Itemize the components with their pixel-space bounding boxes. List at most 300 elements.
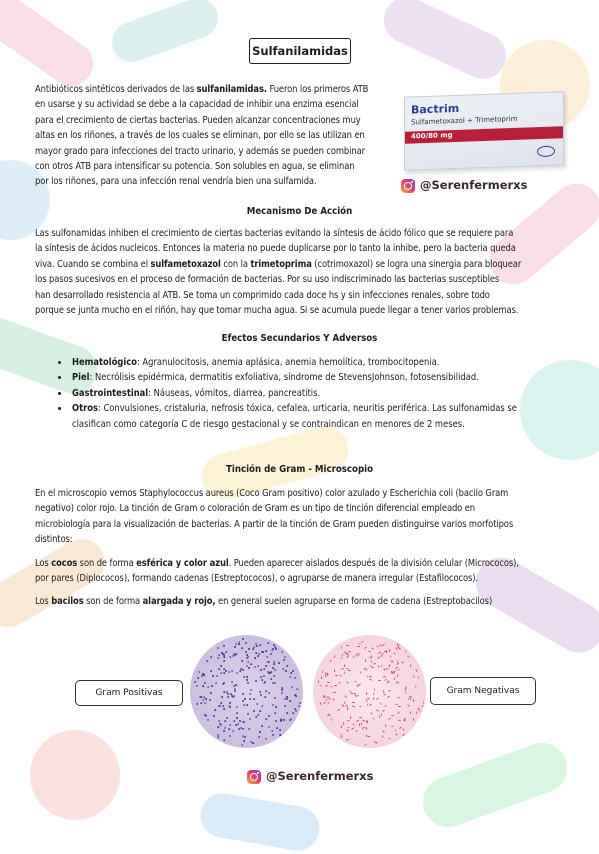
bacillus-dot bbox=[334, 670, 335, 673]
coccus-dot bbox=[196, 685, 199, 688]
intro-text: en usarse y su actividad se debe a la capacidad de inhibir una enzima esencial bbox=[35, 99, 359, 111]
bacillus-dot bbox=[351, 728, 354, 731]
coccus-dot bbox=[246, 712, 249, 715]
bacillus-dot bbox=[371, 667, 374, 669]
coccus-dot bbox=[290, 718, 293, 721]
coccus-dot bbox=[195, 703, 198, 706]
bacillus-dot bbox=[367, 736, 370, 737]
coccus-dot bbox=[290, 686, 293, 689]
coccus-dot bbox=[259, 668, 262, 671]
coccus-dot bbox=[298, 704, 301, 707]
coccus-dot bbox=[271, 649, 274, 652]
bacillus-dot bbox=[378, 680, 381, 682]
bacillus-dot bbox=[321, 670, 323, 673]
bacillus-dot bbox=[375, 698, 378, 700]
bacillus-dot bbox=[388, 664, 389, 667]
bacillus-dot bbox=[416, 711, 418, 714]
coccus-dot bbox=[273, 674, 275, 676]
bacillus-dot bbox=[389, 649, 391, 652]
bacillus-dot bbox=[334, 685, 337, 687]
bacillus-dot bbox=[407, 704, 410, 707]
coccus-dot bbox=[252, 710, 255, 713]
bacillus-dot bbox=[319, 684, 322, 687]
bacillus-dot bbox=[340, 735, 343, 738]
bacillus-dot bbox=[347, 707, 348, 710]
coccus-dot bbox=[268, 726, 270, 728]
coccus-dot bbox=[253, 665, 256, 668]
coccus-dot bbox=[252, 647, 255, 650]
coccus-dot bbox=[261, 725, 263, 727]
coccus-dot bbox=[223, 691, 226, 694]
bacillus-dot bbox=[348, 670, 351, 671]
coccus-dot bbox=[235, 724, 237, 726]
bacillus-dot bbox=[346, 729, 349, 732]
bacillus-dot bbox=[376, 646, 379, 649]
bacillus-dot bbox=[346, 645, 349, 647]
bacillus-dot bbox=[407, 697, 409, 700]
coccus-dot bbox=[222, 671, 225, 674]
coccus-dot bbox=[239, 719, 242, 722]
bacillus-dot bbox=[340, 674, 343, 677]
coccus-dot bbox=[210, 655, 213, 658]
coccus-dot bbox=[216, 675, 219, 678]
bacillus-dot bbox=[359, 717, 362, 719]
bacillus-dot bbox=[359, 706, 362, 707]
bacillus-dot bbox=[364, 743, 367, 745]
coccus-dot bbox=[233, 720, 236, 723]
bacillus-dot bbox=[330, 718, 333, 721]
bacillus-dot bbox=[338, 682, 341, 684]
coccus-dot bbox=[204, 682, 206, 684]
bacillus-dot bbox=[369, 703, 372, 706]
bacillus-dot bbox=[409, 698, 410, 701]
bacillus-dot bbox=[341, 668, 344, 671]
bacillus-dot bbox=[360, 723, 362, 726]
list-item: • Hematológico: Agranulocitosis, anemia aplásica, anemia hemolítica, trombocitopenia. bbox=[70, 355, 570, 370]
bacillus-dot bbox=[373, 688, 375, 691]
coccus-dot bbox=[235, 683, 238, 686]
coccus-dot bbox=[248, 717, 251, 720]
coccus-dot bbox=[245, 650, 248, 653]
coccus-dot bbox=[241, 743, 244, 746]
coccus-dot bbox=[247, 682, 249, 684]
coccus-dot bbox=[216, 657, 219, 660]
coccus-dot bbox=[286, 698, 288, 700]
coccus-dot bbox=[204, 698, 207, 701]
coccus-dot bbox=[218, 719, 221, 722]
coccus-dot bbox=[283, 659, 286, 662]
bacillus-dot bbox=[415, 669, 418, 672]
coccus-dot bbox=[223, 739, 226, 742]
coccus-dot bbox=[273, 668, 276, 671]
coccus-dot bbox=[223, 708, 225, 710]
coccus-dot bbox=[236, 706, 238, 708]
bacillus-dot bbox=[369, 678, 372, 681]
bacillus-dot bbox=[361, 640, 364, 643]
coccus-dot bbox=[200, 702, 203, 705]
coccus-dot bbox=[265, 737, 268, 740]
bacillus-dot bbox=[390, 655, 391, 658]
bacillus-dot bbox=[340, 646, 341, 649]
bacillus-dot bbox=[342, 722, 344, 725]
coccus-dot bbox=[217, 647, 219, 649]
gram-positive-microscope-image bbox=[190, 635, 303, 748]
bacillus-dot bbox=[325, 685, 328, 688]
list-item: • Gastrointestinal: Náuseas, vómitos, diarrea, pancreatitis. bbox=[70, 386, 570, 401]
instagram-handle-top: @Serenfermerxs bbox=[401, 176, 527, 194]
coccus-dot bbox=[231, 696, 234, 699]
coccus-dot bbox=[252, 698, 254, 700]
list-item: • Piel: Necrólisis epidérmica, dermatitis exfoliativa, síndrome de StevensJohnson, fotosensibilidad. bbox=[70, 370, 570, 385]
coccus-dot bbox=[257, 735, 260, 738]
bacillus-dot bbox=[375, 709, 378, 711]
bacillus-dot bbox=[347, 727, 350, 729]
bacillus-dot bbox=[404, 650, 407, 653]
coccus-dot bbox=[246, 703, 249, 706]
bacillus-dot bbox=[371, 660, 372, 663]
coccus-dot bbox=[284, 704, 287, 707]
bacillus-dot bbox=[402, 733, 405, 736]
coccus-dot bbox=[257, 664, 260, 667]
bacillus-dot bbox=[377, 665, 379, 668]
coccus-dot bbox=[231, 680, 234, 683]
coccus-dot bbox=[210, 692, 212, 694]
bacillus-dot bbox=[379, 644, 382, 647]
coccus-dot bbox=[274, 682, 277, 685]
bacillus-dot bbox=[365, 659, 367, 662]
coccus-dot bbox=[244, 697, 247, 700]
coccus-dot bbox=[255, 680, 257, 682]
bacillus-dot bbox=[394, 671, 397, 674]
bacillus-dot bbox=[397, 674, 398, 677]
coccus-dot bbox=[234, 646, 236, 648]
bacillus-dot bbox=[395, 734, 398, 736]
coccus-dot bbox=[275, 706, 277, 708]
coccus-dot bbox=[242, 675, 245, 678]
gram-negative-label: Gram Negativas bbox=[430, 677, 536, 705]
bacillus-dot bbox=[343, 671, 345, 674]
coccus-dot bbox=[247, 661, 249, 663]
bacillus-dot bbox=[382, 643, 385, 646]
bacillus-dot bbox=[369, 712, 372, 715]
coccus-dot bbox=[236, 711, 239, 714]
coccus-dot bbox=[256, 654, 259, 657]
bacillus-dot bbox=[380, 664, 383, 667]
coccus-dot bbox=[263, 675, 266, 678]
coccus-dot bbox=[203, 713, 206, 716]
bacillus-dot bbox=[362, 719, 365, 721]
bacillus-dot bbox=[409, 665, 411, 668]
bacillus-dot bbox=[333, 692, 336, 694]
coccus-dot bbox=[233, 685, 235, 687]
medicine-dose: 400/80 mg bbox=[411, 131, 453, 141]
coccus-dot bbox=[260, 694, 263, 697]
intro-text: con otros ATB para intensificar su potencia. Son solubles en agua, se eliminan bbox=[35, 161, 355, 173]
bacillus-dot bbox=[367, 720, 369, 723]
coccus-dot bbox=[274, 712, 277, 715]
coccus-dot bbox=[281, 651, 284, 654]
coccus-dot bbox=[231, 670, 234, 673]
section-heading-gram: Tinción de Gram - Microscopio bbox=[225, 464, 374, 475]
intro-text: mayor grado para infecciones del tracto urinario, y además se pueden combinar bbox=[35, 145, 365, 157]
bacillus-dot bbox=[386, 668, 389, 670]
bacillus-dot bbox=[327, 701, 329, 704]
coccus-dot bbox=[263, 696, 266, 699]
coccus-dot bbox=[215, 682, 218, 685]
bacillus-dot bbox=[394, 729, 396, 732]
bacillus-dot bbox=[385, 724, 387, 727]
bacillus-dot bbox=[381, 735, 383, 738]
bacillus-dot bbox=[318, 680, 319, 683]
bacillus-dot bbox=[388, 717, 391, 719]
bacillus-dot bbox=[344, 695, 347, 698]
coccus-dot bbox=[212, 675, 215, 678]
bacillus-dot bbox=[344, 664, 346, 667]
coccus-dot bbox=[289, 700, 291, 702]
coccus-dot bbox=[250, 663, 252, 665]
bacillus-dot bbox=[417, 676, 420, 679]
bacillus-dot bbox=[352, 655, 355, 658]
coccus-dot bbox=[271, 729, 274, 732]
coccus-dot bbox=[228, 728, 231, 731]
bacillus-dot bbox=[341, 653, 344, 656]
bacillus-dot bbox=[350, 716, 351, 719]
coccus-dot bbox=[248, 667, 251, 670]
bacillus-dot bbox=[391, 726, 394, 728]
coccus-dot bbox=[227, 695, 230, 698]
coccus-dot bbox=[248, 693, 251, 696]
bacillus-dot bbox=[319, 702, 321, 705]
bacillus-dot bbox=[367, 697, 370, 699]
coccus-dot bbox=[254, 657, 257, 660]
bacillus-dot bbox=[364, 647, 367, 650]
intro-text: Antibióticos sintéticos derivados de las bbox=[35, 84, 197, 95]
coccus-dot bbox=[257, 714, 259, 716]
coccus-dot bbox=[288, 676, 291, 679]
intro-text: altas en los riñones, a través de los cuales se eliminan, por ello se las utilizan en bbox=[35, 130, 365, 142]
bacillus-dot bbox=[382, 730, 385, 733]
coccus-dot bbox=[218, 668, 221, 671]
coccus-dot bbox=[275, 719, 278, 722]
bacillus-dot bbox=[388, 690, 391, 692]
coccus-dot bbox=[279, 733, 282, 736]
medicine-brand: Bactrim bbox=[411, 101, 460, 117]
coccus-dot bbox=[266, 642, 269, 645]
coccus-dot bbox=[263, 668, 265, 670]
gram-positive-label: Gram Positivas bbox=[75, 680, 183, 706]
coccus-dot bbox=[236, 717, 239, 720]
coccus-dot bbox=[223, 730, 226, 733]
coccus-dot bbox=[268, 715, 271, 718]
coccus-dot bbox=[290, 672, 292, 674]
coccus-dot bbox=[242, 637, 245, 640]
bacillus-dot bbox=[357, 684, 358, 687]
gram-paragraph-2: Los cocos son de forma esférica y color azul. Pueden aparecer aislados después de la división celular (Micrococos), por pares (Diplococos), formando cadenas (Estreptococos), o agruparse de manera irregular (Estafilococos). bbox=[35, 558, 519, 585]
coccus-dot bbox=[261, 705, 264, 708]
bacillus-dot bbox=[396, 668, 399, 671]
coccus-dot bbox=[293, 677, 296, 680]
page-title: Sulfanilamidas bbox=[249, 38, 351, 64]
gram-paragraph-1: En el microscopio vemos Staphylococcus aureus (Coco Gram positivo) color azulado y Escherichia coli (bacilo Gram negativo) color rojo. La tinción de Gram o coloración de Gram es un tipo de tinción diferencial empleado en microbiología para la visualización de bacterias. A partir de la tinción de Gram pueden distinguirse varios morfotipos distintos: bbox=[35, 488, 514, 546]
section-heading-mecanismo: Mecanismo De Acción bbox=[246, 206, 353, 217]
coccus-dot bbox=[203, 701, 206, 704]
bacillus-dot bbox=[365, 692, 367, 695]
bacillus-dot bbox=[373, 663, 376, 665]
bacillus-dot bbox=[337, 708, 340, 711]
bacillus-dot bbox=[372, 717, 375, 720]
bacillus-dot bbox=[365, 699, 367, 702]
bacillus-dot bbox=[373, 697, 375, 700]
coccus-dot bbox=[272, 704, 274, 706]
bacillus-dot bbox=[360, 671, 362, 674]
bacillus-dot bbox=[354, 730, 357, 733]
coccus-dot bbox=[296, 687, 299, 690]
coccus-dot bbox=[236, 671, 239, 674]
coccus-dot bbox=[245, 642, 248, 645]
coccus-dot bbox=[272, 734, 275, 737]
coccus-dot bbox=[268, 661, 271, 664]
coccus-dot bbox=[269, 653, 272, 656]
intro-text: Fueron los primeros ATB bbox=[266, 84, 369, 95]
coccus-dot bbox=[242, 669, 245, 672]
coccus-dot bbox=[217, 726, 219, 728]
bacillus-dot bbox=[334, 655, 336, 658]
bacillus-dot bbox=[348, 651, 351, 653]
bacillus-dot bbox=[346, 655, 349, 658]
bacillus-dot bbox=[412, 675, 414, 678]
coccus-dot bbox=[213, 708, 216, 711]
efectos-list bbox=[52, 355, 570, 432]
bacillus-dot bbox=[368, 650, 371, 653]
bacillus-dot bbox=[388, 737, 391, 740]
bacillus-dot bbox=[381, 713, 382, 716]
bacillus-dot bbox=[398, 706, 401, 707]
bacillus-dot bbox=[392, 660, 394, 663]
coccus-dot bbox=[233, 687, 236, 690]
coccus-dot bbox=[265, 718, 268, 721]
coccus-dot bbox=[210, 670, 212, 672]
coccus-dot bbox=[222, 660, 225, 663]
bacillus-dot bbox=[335, 674, 338, 676]
instagram-icon bbox=[401, 179, 415, 193]
coccus-dot bbox=[286, 712, 289, 715]
bacillus-dot bbox=[402, 728, 405, 731]
bacillus-dot bbox=[382, 709, 385, 712]
intro-bold: sulfanilamidas. bbox=[196, 84, 267, 95]
intro-text: por los riñones, para una infección renal vendría bien una sulfamida. bbox=[35, 176, 317, 188]
coccus-dot bbox=[283, 718, 286, 721]
bacillus-dot bbox=[387, 696, 390, 699]
section-heading-efectos: Efectos Secundarios Y Adversos bbox=[221, 333, 378, 344]
bacillus-dot bbox=[371, 647, 374, 650]
bacillus-dot bbox=[358, 683, 361, 686]
bacillus-dot bbox=[372, 692, 374, 695]
coccus-dot bbox=[247, 648, 250, 651]
bacillus-dot bbox=[412, 718, 414, 721]
bacillus-dot bbox=[407, 656, 410, 658]
bacillus-dot bbox=[421, 704, 424, 707]
coccus-dot bbox=[220, 724, 223, 727]
coccus-dot bbox=[231, 654, 234, 657]
coccus-dot bbox=[285, 665, 288, 668]
coccus-dot bbox=[241, 692, 243, 694]
bacillus-dot bbox=[366, 675, 369, 678]
coccus-dot bbox=[277, 662, 280, 665]
coccus-dot bbox=[206, 718, 209, 721]
bacillus-dot bbox=[326, 673, 329, 676]
instagram-handle-bottom: @Serenfermerxs bbox=[247, 767, 373, 785]
bacillus-dot bbox=[414, 685, 417, 688]
coccus-dot bbox=[198, 671, 201, 674]
bacillus-dot bbox=[386, 650, 388, 653]
medicine-box-image bbox=[404, 91, 564, 171]
coccus-dot bbox=[256, 702, 259, 705]
bacillus-dot bbox=[383, 694, 386, 696]
coccus-dot bbox=[265, 665, 267, 667]
bacillus-dot bbox=[327, 698, 330, 700]
bacillus-dot bbox=[352, 723, 355, 726]
bacillus-dot bbox=[356, 720, 359, 723]
bacillus-dot bbox=[346, 681, 349, 684]
coccus-dot bbox=[244, 736, 246, 738]
coccus-dot bbox=[222, 656, 225, 659]
instagram-icon bbox=[247, 770, 261, 784]
coccus-dot bbox=[247, 728, 250, 731]
coccus-dot bbox=[226, 717, 228, 719]
coccus-dot bbox=[229, 734, 232, 737]
coccus-dot bbox=[228, 723, 231, 726]
list-item: • Otros: Convulsiones, cristaluria, nefrosis tóxica, cefalea, urticaria, neuritis periférica. Las sulfonamidas se clasifican como categoría C de riesgo gestacional y se contraindican en menores de 2 meses. bbox=[70, 401, 570, 432]
coccus-dot bbox=[239, 670, 242, 673]
coccus-dot bbox=[241, 660, 243, 662]
bacillus-dot bbox=[384, 705, 387, 707]
bacillus-dot bbox=[377, 656, 380, 659]
coccus-dot bbox=[259, 709, 262, 712]
coccus-dot bbox=[206, 660, 209, 663]
coccus-dot bbox=[274, 697, 277, 700]
bacillus-dot bbox=[323, 702, 326, 705]
bacillus-dot bbox=[352, 702, 355, 704]
coccus-dot bbox=[259, 731, 262, 734]
coccus-dot bbox=[285, 670, 288, 673]
bacillus-dot bbox=[413, 699, 414, 702]
medicine-subtitle: Sulfametoxazol + Trimetoprim bbox=[411, 114, 518, 127]
coccus-dot bbox=[213, 715, 216, 718]
coccus-dot bbox=[259, 643, 262, 646]
intro-text: para el crecimiento de ciertas bacterias. Pueden alcanzar concentraciones muy bbox=[35, 114, 361, 126]
bacillus-dot bbox=[347, 720, 350, 721]
coccus-dot bbox=[220, 665, 223, 668]
mecanismo-paragraph: Las sulfonamidas inhiben el crecimiento de ciertas bacterias evitando la síntesis de ácido fólico que se requiere para la síntesis de ácidos nucleicos. Entonces la materia no puede duplicarse por lo tanto la inhibe, pero la bacteria queda viva. Cuando se combina el sulfametoxazol con la trimetoprima (cotrimoxazol) se logra una sinergia para bloquear los pasos sucesivos en el proceso de formación de bacterias. Por su uso indiscriminado las bacterias susceptibles han desarrollado resistencia al ATB. Se toma un comprimido cada doce hs y sin infecciones renales, sobre todo porque se junta mucho en el riñón, hay que tomar mucha agua. Si se acumula puede llegar a tener varios problemas. bbox=[35, 228, 522, 317]
coccus-dot bbox=[202, 685, 205, 688]
gram-negative-microscope-image bbox=[313, 635, 426, 748]
coccus-dot bbox=[235, 653, 237, 655]
bacillus-dot bbox=[397, 711, 400, 714]
coccus-dot bbox=[231, 730, 234, 733]
coccus-dot bbox=[220, 695, 223, 698]
coccus-dot bbox=[224, 720, 226, 722]
bacillus-dot bbox=[393, 652, 396, 655]
coccus-dot bbox=[270, 678, 273, 681]
bacillus-dot bbox=[391, 715, 394, 717]
bacillus-dot bbox=[341, 725, 343, 728]
bacillus-dot bbox=[352, 705, 355, 707]
coccus-dot bbox=[194, 681, 196, 683]
coccus-dot bbox=[241, 647, 244, 650]
bacillus-dot bbox=[401, 661, 404, 664]
bacillus-dot bbox=[397, 697, 400, 699]
gram-paragraph-3: Los bacilos son de forma alargada y rojo, en general suelen agruparse en forma de cadena (Estreptobacilos) bbox=[35, 596, 493, 607]
